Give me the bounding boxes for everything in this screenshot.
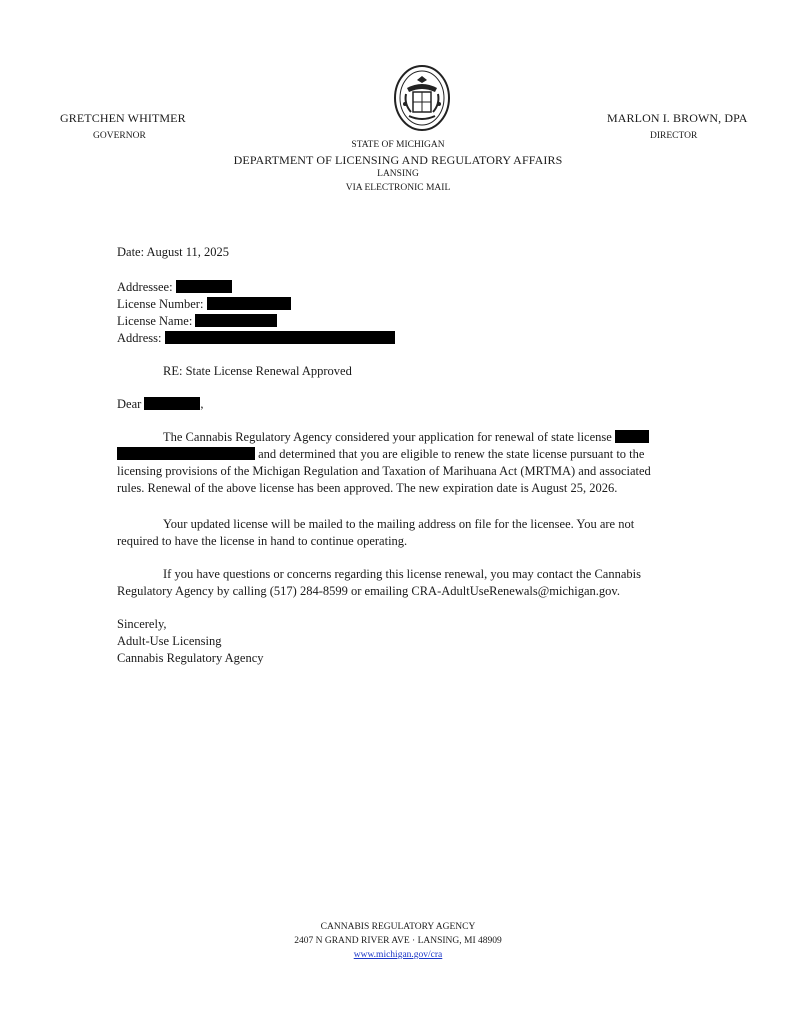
redaction-bar [144, 397, 200, 410]
redaction-bar [195, 314, 277, 327]
paragraph-1-first-line [117, 429, 677, 446]
footer-agency: CANNABIS REGULATORY AGENCY [320, 922, 476, 932]
department-line: DEPARTMENT OF LICENSING AND REGULATORY AFFAIRS [233, 153, 563, 167]
license-number-label: License Number: [117, 297, 204, 311]
director-name: MARLON I. BROWN, DPA [607, 111, 748, 125]
addressee-line [117, 279, 395, 296]
delivery-line: VIA ELECTRONIC MAIL [345, 183, 451, 193]
redaction-bar [165, 331, 395, 344]
letter-date: Date: August 11, 2025 [117, 245, 230, 259]
paragraph-1-cont: and determined that you are eligible to renew the state license pursuant to the [258, 447, 645, 461]
state-seal-icon [393, 64, 451, 132]
governor-name: GRETCHEN WHITMER [60, 111, 186, 125]
addressee-label: Addressee: [117, 280, 173, 294]
city-line: LANSING [377, 169, 419, 179]
signature-line-1: Adult-Use Licensing [117, 634, 222, 648]
address-block [117, 279, 395, 347]
redaction-bar [176, 280, 232, 293]
salutation-word: Dear [117, 397, 142, 411]
paragraph-2: Your updated license will be mailed to the mailing address on file for the licensee. You are not required to have the license in hand to continue operating. [117, 517, 635, 548]
paragraph-1-rest: licensing provisions of the Michigan Regulation and Taxation of Marihuana Act (MRTMA) and associated rules. Renewal of the above license has been approved. The new expiration date is August 25, 2026. [117, 464, 651, 495]
governor-title: GOVERNOR [93, 131, 146, 141]
license-name-line [117, 313, 395, 330]
closing-block [117, 616, 264, 667]
paragraph-1-start: The Cannabis Regulatory Agency considered your application for renewal of state license [163, 430, 612, 444]
footer-website-link[interactable]: www.michigan.gov/cra [353, 950, 443, 960]
redaction-bar [615, 430, 649, 443]
license-name-label: License Name: [117, 314, 193, 328]
state-line: STATE OF MICHIGAN [351, 140, 445, 150]
closing: Sincerely, [117, 617, 167, 631]
paragraph-3: If you have questions or concerns regarding this license renewal, you may contact the Cannabis Regulatory Agency by calling (517) 284-8599 or emailing CRA-AdultUseRenewals@michigan.gov. [117, 567, 641, 598]
address-line [117, 330, 395, 347]
signature-line-2: Cannabis Regulatory Agency [117, 651, 264, 665]
redaction-bar [117, 447, 255, 460]
director-title: DIRECTOR [650, 131, 698, 141]
paragraph-1-second-line [117, 446, 677, 463]
address-label: Address: [117, 331, 162, 345]
license-number-line [117, 296, 395, 313]
re-line: RE: State License Renewal Approved [163, 364, 352, 378]
paragraph-1 [117, 429, 677, 497]
redaction-bar [207, 297, 291, 310]
salutation [117, 396, 204, 413]
footer-website-wrap [0, 950, 796, 960]
salutation-punct: , [200, 397, 204, 411]
footer-address: 2407 N GRAND RIVER AVE · LANSING, MI 48909 [294, 936, 502, 946]
